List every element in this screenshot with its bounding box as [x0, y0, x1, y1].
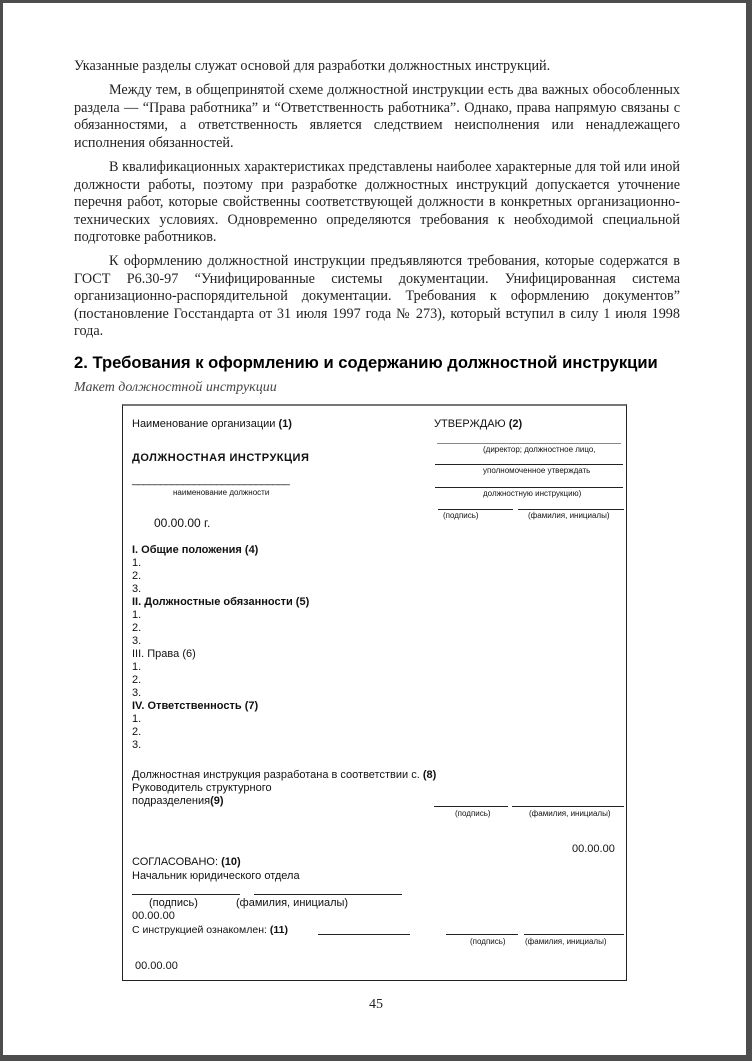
head-label-2: подразделения(9) [132, 795, 224, 807]
form-section-item: 1. [132, 661, 142, 673]
familiar-sign-label: (подпись) [470, 937, 506, 946]
approver-sign-label: (подпись) [443, 511, 479, 520]
form-section-item: 3. [132, 635, 142, 647]
approve-label: УТВЕРЖДАЮ (2) [434, 418, 523, 430]
approver-name-line [518, 509, 624, 510]
form-section-item: 2. [132, 726, 142, 738]
form-section-item: 1. [132, 609, 142, 621]
form-section-title: I. Общие положения (4) [132, 544, 259, 556]
form-section-item: 2. [132, 622, 142, 634]
approver-line-3 [435, 487, 623, 488]
legal-sign-line [132, 894, 240, 895]
sections-list [132, 544, 309, 752]
form-section-item: 2. [132, 570, 142, 582]
approver-text-3: должностную инструкцию) [483, 489, 582, 498]
paragraph-2: Между тем, в общепринятой схеме должностной инструкции есть два важных обособленных раздела — “Права работника” и “Ответственность работника”. Однако, права напрямую связаны с обязанностями, а ответственность является следствием неисполнения или ненадлежащего исполнения обязанностей. [74, 82, 680, 151]
form-section-item: 2. [132, 674, 142, 686]
form-section-item: 1. [132, 713, 142, 725]
document-page [3, 3, 746, 1055]
org-name-label: Наименование организации (1) [132, 418, 292, 430]
approver-line-2 [435, 464, 623, 465]
form-section-item: 3. [132, 583, 142, 595]
familiar-name-line [524, 934, 624, 935]
approver-sign-line [438, 509, 513, 510]
form-section-item: 3. [132, 739, 142, 751]
familiar-date: 00.00.00 [135, 960, 178, 972]
familiar-label: С инструкцией ознакомлен: (11) [132, 924, 288, 936]
form-section-title: IV. Ответственность (7) [132, 700, 259, 712]
paragraph-3: В квалификационных характеристиках представлены наиболее характерные для той или иной должности работы, поэтому при разработке должностных инструкций допускается уточнение перечня работ, которые свойственны соответствующей должности в конкретных организационно-технических условиях. Одновременно определяются требования к необходимой специальной подготовке работников. [74, 159, 680, 245]
form-section-title: II. Должностные обязанности (5) [132, 596, 310, 608]
approver-text-1: (директор; должностное лицо, [483, 445, 596, 454]
paragraph-1: Указанные разделы служат основой для разработки должностных инструкций. [74, 58, 551, 74]
head-name-line [512, 806, 624, 807]
form-section-item: 1. [132, 557, 142, 569]
page-number: 45 [369, 997, 383, 1012]
form-section-title: III. Права (6) [132, 648, 196, 660]
familiar-extra-line [318, 934, 410, 935]
legal-name-label: (фамилия, инициалы) [236, 897, 349, 909]
figure-caption: Макет должностной инструкции [74, 380, 277, 395]
job-description-template [122, 404, 627, 981]
position-label: наименование должности [173, 488, 270, 497]
familiar-name-label: (фамилия, инициалы) [525, 937, 607, 946]
head-name-label: (фамилия, инициалы) [529, 809, 611, 818]
form-section-item: 3. [132, 687, 142, 699]
doc-title: ДОЛЖНОСТНАЯ ИНСТРУКЦИЯ [132, 452, 310, 464]
approver-text-2: уполномоченное утверждать [483, 466, 591, 475]
head-date: 00.00.00 [572, 843, 615, 855]
developed-label: Должностная инструкция разработана в соответствии с. (8) [132, 769, 437, 781]
agreed-label: СОГЛАСОВАНО: (10) [132, 856, 241, 868]
legal-date: 00.00.00 [132, 910, 175, 922]
approver-line-1 [437, 443, 621, 444]
head-sign-label: (подпись) [455, 809, 491, 818]
legal-name-line [254, 894, 402, 895]
legal-head-label: Начальник юридического отдела [132, 870, 300, 882]
section-heading: 2. Требования к оформлению и содержанию должностной инструкции [74, 353, 658, 372]
head-label-1: Руководитель структурного [132, 782, 272, 794]
position-dashes: ____________________________ [132, 474, 290, 486]
head-sign-line [434, 806, 508, 807]
paragraph-4: К оформлению должностной инструкции предъявляются требования, которые содержатся в ГОСТ Р6.30-97 “Унифицированные системы документации. Унифицированная система организационно-распорядительной документации. Требования к оформлению документов” (постановление Госстандарта от 31 июля 1997 года № 273), который вступил в силу 1 июля 1998 года. [74, 253, 680, 339]
familiar-sign-line [446, 934, 518, 935]
date-g: 00.00.00 г. [154, 516, 211, 530]
approver-name-label: (фамилия, инициалы) [528, 511, 610, 520]
legal-sign-label: (подпись) [149, 897, 198, 909]
